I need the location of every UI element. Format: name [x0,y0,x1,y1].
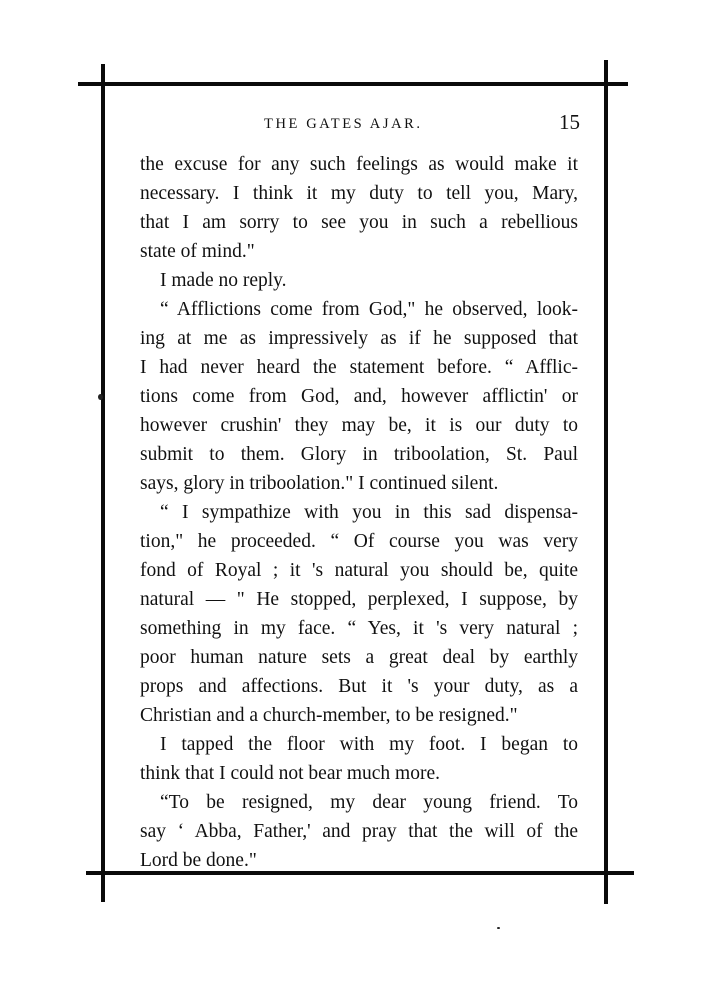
text-line: submit to them. Glory in triboolation, St. Paul [140,444,578,465]
text-line: state of mind." [140,241,255,262]
text-line: “ I sympathize with you in this sad dispensa- [160,502,578,523]
text-line: I had never heard the statement before. “ Afflic- [140,357,578,378]
text-line: “To be resigned, my dear young friend. To [160,792,578,813]
text-line: tion," he proceeded. “ Of course you was very [140,531,578,552]
text-line: the excuse for any such feelings as would make it [140,154,578,175]
text-line: necessary. I think it my duty to tell you, Mary, [140,183,578,204]
text-line: something in my face. “ Yes, it 's very natural ; [140,618,578,639]
running-title: THE GATES AJAR. [264,116,423,132]
left-border-rule [101,64,105,902]
ink-speck [98,394,103,400]
text-line: that I am sorry to see you in such a rebellious [140,212,578,233]
text-line: “ Afflictions come from God," he observed, look- [160,299,578,320]
text-line: natural — " He stopped, perplexed, I suppose, by [140,589,578,610]
page-number: 15 [559,110,580,134]
body-text [140,150,578,875]
text-line: ing at me as impressively as if he supposed that [140,328,578,349]
ink-speck [497,927,500,929]
text-line: poor human nature sets a great deal by earthly [140,647,578,668]
text-line: tions come from God, and, however afflictin' or [140,386,578,407]
right-border-rule [604,60,608,904]
text-line: props and affections. But it 's your duty, as a [140,676,578,697]
text-line: Lord be done." [140,850,257,871]
text-line: Christian and a church-member, to be resigned." [140,705,518,726]
page-header [140,110,580,136]
text-line: say ‘ Abba, Father,' and pray that the will of the [140,821,578,842]
text-line: I tapped the floor with my foot. I began to [160,734,578,755]
text-line: says, glory in triboolation." I continued silent. [140,473,499,494]
top-border-rule [78,82,628,86]
text-line: however crushin' they may be, it is our duty to [140,415,578,436]
text-line: I made no reply. [160,270,287,291]
text-line: fond of Royal ; it 's natural you should be, quite [140,560,578,581]
text-line: think that I could not bear much more. [140,763,441,784]
